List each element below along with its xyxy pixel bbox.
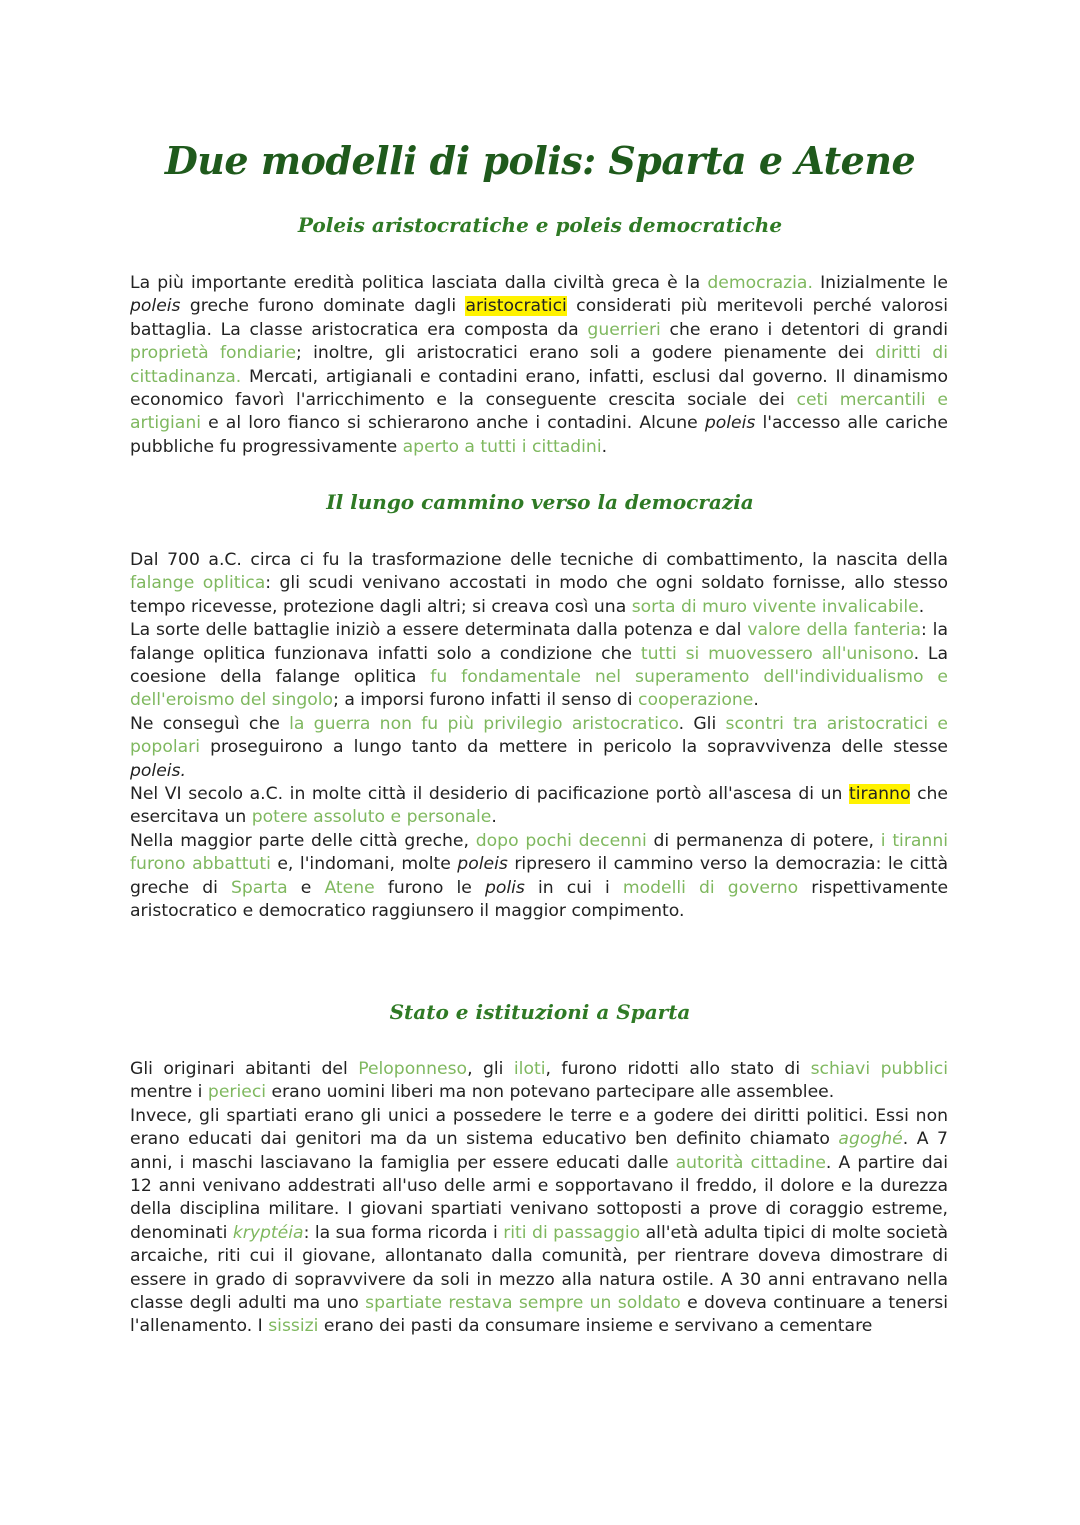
text-run: . A partire dai 12 anni venivano addestrati all'uso delle armi e sopportavano il freddo, il dolore e la durezza della disciplina militare. I giovani spartiati venivano sottoposti a prove di coraggio estreme, denominati <box>130 1152 948 1243</box>
text-run: e, l'indomani, molte <box>270 854 458 875</box>
key-term: agoghé <box>838 1129 903 1150</box>
section-body <box>130 1058 948 1339</box>
text-run: , gli <box>467 1059 514 1079</box>
section-heading: Poleis aristocratiche e poleis democratiche <box>297 213 783 237</box>
text-run: ; inoltre, gli aristocratici erano soli a godere pienamente dei <box>296 343 876 364</box>
paragraph <box>130 713 948 783</box>
key-term: Peloponneso <box>358 1059 468 1079</box>
paragraph <box>130 1105 948 1339</box>
text-run: . <box>491 807 497 828</box>
key-term: sorta di muro vivente invalicabile <box>631 596 919 617</box>
text-run: , furono ridotti allo stato di <box>545 1059 811 1079</box>
key-term: scontri tra aristocratici e popolari <box>130 713 948 758</box>
key-term: valore della fanteria <box>747 620 922 641</box>
key-term: dopo pochi decenni <box>475 830 647 851</box>
paragraph <box>130 272 948 459</box>
text-run: che erano i detentori di grandi <box>660 319 948 340</box>
text-run: ; a imporsi furono infatti il senso di <box>333 690 639 711</box>
text-run: erano dei pasti da consumare insieme e servivano a cementare <box>318 1316 873 1337</box>
key-term: iloti <box>513 1059 546 1079</box>
text-run: l'accesso alle cariche pubbliche fu progressivamente <box>130 413 948 457</box>
text-run: Inizialmente le <box>812 273 948 293</box>
text-run: rispettivamente aristocratico e democratico raggiunsero il maggior compimento. <box>130 877 949 922</box>
section-body <box>130 272 948 459</box>
text-run: e al loro fianco si schierarono anche i contadini. Alcune <box>201 413 705 434</box>
text-run: ripresero il cammino verso la democrazia: le città greche di <box>130 854 948 898</box>
key-term: ceti mercantili e artigiani <box>130 390 948 434</box>
text-run: La sorte delle battaglie iniziò a essere determinata dalla potenza e dal <box>130 620 748 641</box>
text-run: . <box>918 596 925 617</box>
key-term: cooperazione <box>638 690 754 711</box>
section-heading: Stato e istituzioni a Sparta <box>389 1000 691 1024</box>
key-term: riti di passaggio <box>503 1222 641 1243</box>
text-run: : gli scudi venivano accostati in modo che ogni soldato fornisse, allo stesso tempo ricevesse, protezione dagli altri; si creava così una <box>130 573 948 617</box>
key-term: schiavi pubblici <box>810 1059 948 1079</box>
section-heading: Il lungo cammino verso la democrazia <box>326 490 754 514</box>
key-term: modelli di governo <box>622 877 799 898</box>
text-run: e doveva continuare a tenersi l'allenamento. I <box>130 1293 948 1337</box>
key-term: guerrieri <box>587 319 661 340</box>
text-run: in cui i <box>524 877 623 898</box>
text-run: Nella maggior parte delle città greche, <box>130 830 476 851</box>
paragraph <box>130 619 948 713</box>
text-run: . A 7 anni, i maschi lasciavano la famiglia per essere educati dalle <box>130 1129 948 1173</box>
text-run: proseguirono a lungo tanto da mettere in pericolo la sopravvivenza delle stesse <box>200 737 948 758</box>
key-term: democrazia. <box>707 273 813 293</box>
text-run: La più importante eredità politica lasciata dalla civiltà greca è la <box>130 273 708 293</box>
paragraph <box>130 549 948 619</box>
text-run: . La coesione della falange oplitica <box>130 643 948 688</box>
key-term: Atene <box>324 877 375 898</box>
key-term: la guerra non fu più privilegio aristocratico <box>289 713 679 734</box>
key-term: potere assoluto e personale <box>251 807 492 828</box>
key-term: diritti di cittadinanza. <box>130 343 948 387</box>
paragraph <box>130 1058 948 1105</box>
text-run: di permanenza di potere, <box>646 830 881 851</box>
italic-term: polis <box>484 877 525 898</box>
highlighted-term: tiranno <box>849 784 911 805</box>
text-run: Mercati, artigianali e contadini erano, infatti, esclusi dal governo. Il dinamismo economico favorì l'arricchimento e la conseguente crescita sociale dei <box>130 366 948 411</box>
text-run: : la sua forma ricorda i <box>303 1222 504 1243</box>
key-term: sissizi <box>268 1316 319 1337</box>
key-term: perieci <box>207 1082 267 1103</box>
text-run: furono le <box>374 877 485 898</box>
italic-term: poleis <box>704 413 756 434</box>
paragraph <box>130 830 948 924</box>
text-run: erano uomini liberi ma non potevano partecipare alle assemblee. <box>266 1082 835 1103</box>
key-term: aperto a tutti i cittadini <box>402 436 602 457</box>
text-run: Dal 700 a.C. circa ci fu la trasformazione delle tecniche di combattimento, la nascita della <box>130 550 948 570</box>
text-run: che esercitava un <box>130 784 948 828</box>
text-run: . <box>601 436 608 457</box>
text-run: . <box>753 690 759 711</box>
text-run: Gli originari abitanti del <box>130 1059 359 1079</box>
key-term: tutti si muovessero all'unisono <box>640 643 914 664</box>
text-run: e <box>287 877 325 898</box>
italic-term: poleis <box>130 296 181 317</box>
key-term: kryptéia <box>232 1222 304 1243</box>
text-run: mentre i <box>130 1082 208 1103</box>
key-term: autorità cittadine <box>675 1152 826 1173</box>
text-run: . Gli <box>678 713 726 734</box>
page-title: Due modelli di polis: Sparta e Atene <box>164 138 916 183</box>
section-body <box>130 549 948 924</box>
key-term: proprietà fondiarie <box>130 343 297 364</box>
text-run: greche furono dominate dagli <box>180 296 466 317</box>
italic-term: poleis. <box>130 760 186 781</box>
text-run: considerati più meritevoli perché valorosi battaglia. La classe aristocratica era composta da <box>130 296 948 340</box>
key-term: Sparta <box>230 877 288 898</box>
highlighted-term: aristocratici <box>465 296 567 317</box>
italic-term: poleis <box>457 854 508 875</box>
text-run: Invece, gli spartiati erano gli unici a possedere le terre e a godere dei diritti politici. Essi non erano educati dai genitori ma da un sistema educativo ben definito chiamato <box>130 1105 948 1150</box>
key-term: falange oplitica <box>130 573 266 594</box>
key-term: spartiate restava sempre un soldato <box>365 1293 681 1314</box>
text-run: Ne conseguì che <box>130 713 290 734</box>
text-run: all'età adulta tipici di molte società arcaiche, riti cui il giovane, allontanato dalla comunità, per rientrare doveva dimostrare di essere in grado di sopravvivere da soli in mezzo alla natura ostile. A 30 anni entravano nella classe degli adulti ma uno <box>130 1222 949 1314</box>
text-run: : la falange oplitica funzionava infatti solo a condizione che <box>130 620 948 664</box>
key-term: fu fondamentale nel superamento dell'individualismo e dell'eroismo del singolo <box>130 667 948 711</box>
text-run: Nel VI secolo a.C. in molte città il desiderio di pacificazione portò all'ascesa di un <box>130 784 850 805</box>
paragraph <box>130 783 948 830</box>
key-term: i tiranni furono abbattuti <box>130 830 948 875</box>
